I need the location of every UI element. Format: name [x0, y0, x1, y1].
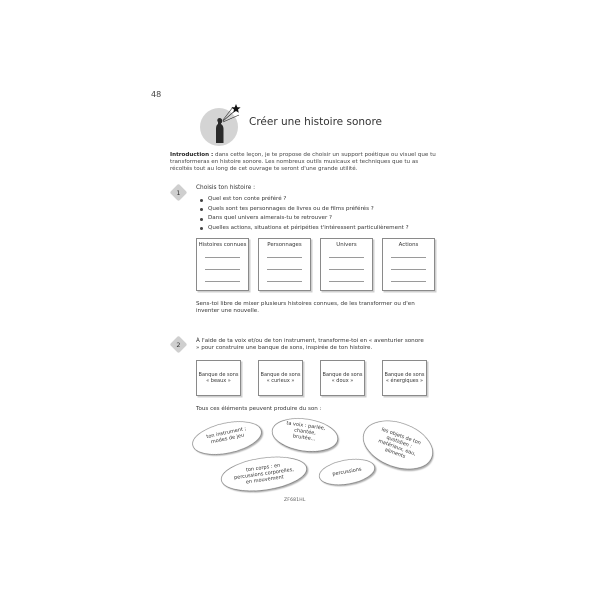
source-objets: les objets de ton quotidien : matériaux, eau, aliments: [377, 426, 422, 460]
introduction-label: Introduction :: [170, 152, 214, 158]
step-2-badge: [170, 336, 187, 353]
step-2-number: 2: [176, 341, 181, 349]
list-item: Quels sont tes personnages de livres ou de films préférés ?: [200, 205, 409, 215]
source-instrument: ton instrument ; modes de jeu: [205, 425, 247, 446]
listener-star-icon: [199, 103, 243, 147]
category-label: Univers: [336, 242, 357, 248]
footer-code: ZF681HL: [284, 498, 306, 503]
category-label: Actions: [398, 242, 419, 248]
step-1-badge: [170, 184, 187, 201]
sound-bank-label: Banque de sons « curieux »: [260, 372, 301, 384]
category-label: Histoires connues: [198, 242, 247, 248]
sound-sources-cluster: [150, 410, 450, 510]
step-2-instructions: À l'aide de ta voix et/ou de ton instrument, transforme-toi en « aventurier sonore » pour construire une banque de sons, inspirée de ton histoire.: [196, 338, 424, 351]
sound-bank-label: Banque de sons « doux »: [322, 372, 363, 384]
list-item: Dans quel univers aimerais-tu te retrouver ?: [200, 214, 409, 224]
sound-bank-doux: [320, 360, 365, 396]
category-box-personnages: [258, 238, 311, 291]
sound-bank-label: Banque de sons « beaux »: [198, 372, 239, 384]
step-1-question-list: [200, 195, 409, 233]
sound-bank-curieux: [258, 360, 303, 396]
step-1-mix-text: Sens-toi libre de mixer plusieurs histoires connues, de les transformer ou d'en inventer une nouvelle.: [196, 301, 415, 314]
step-1-number: 1: [176, 189, 181, 197]
category-box-univers: [320, 238, 373, 291]
sound-sources-heading: Tous ces éléments peuvent produire du son :: [196, 406, 322, 412]
category-label: Personnages: [267, 242, 302, 248]
source-percussions: percussions: [331, 466, 363, 478]
category-box-actions: [382, 238, 435, 291]
page-title: Créer une histoire sonore: [249, 116, 383, 128]
list-item: Quel est ton conte préféré ?: [200, 195, 409, 205]
source-voix: ta voix : parlée, chantée, bruitée...: [285, 420, 326, 443]
sound-bank-label: Banque de sons « énergiques »: [384, 372, 425, 384]
page-number: 48: [151, 90, 162, 99]
sound-bank-energiques: [382, 360, 427, 396]
sound-bank-beaux: [196, 360, 241, 396]
step-1-heading: Choisis ton histoire :: [196, 185, 256, 191]
introduction-paragraph: [170, 152, 440, 173]
source-corps: ton corps : en percussions corporelles, en mouvement: [233, 462, 295, 486]
list-item: Quelles actions, situations et péripéties t'intéressent particulièrement ?: [200, 224, 409, 234]
category-box-histoires: [196, 238, 249, 291]
introduction-text: dans cette leçon, je te propose de choisir un support poétique ou visuel que tu transformeras en histoire sonore. Les nombreux outils musicaux et techniques que tu as récoltés tout au long de cet ouvrage te seront d'une grande utilité.: [170, 152, 436, 173]
